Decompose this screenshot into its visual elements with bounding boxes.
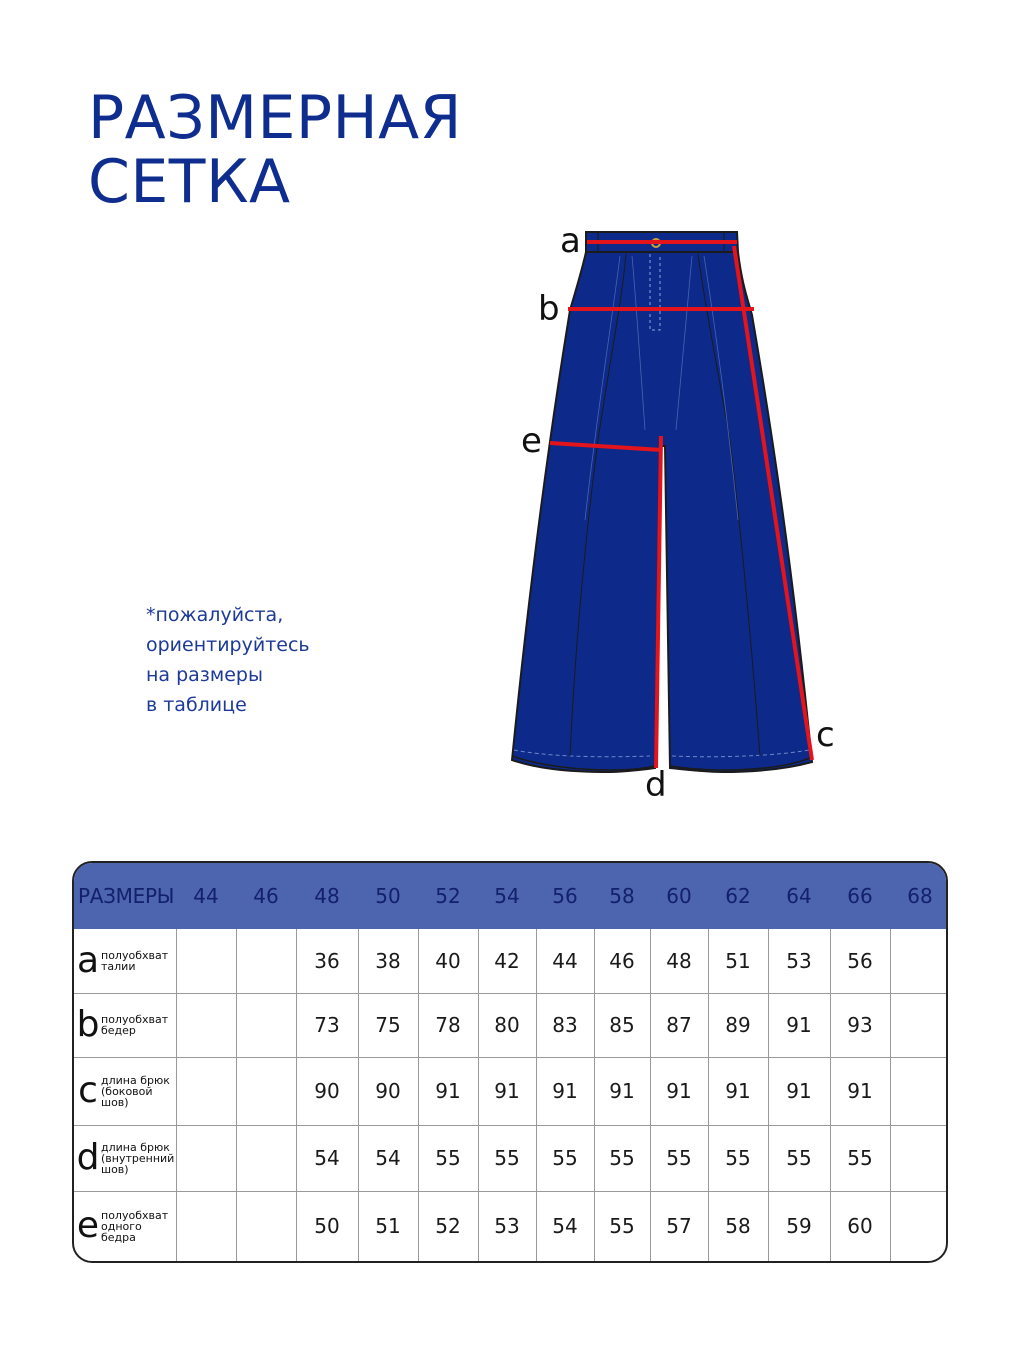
note-line-2: ориентируйтесь — [146, 634, 310, 656]
table-cell — [236, 1125, 296, 1191]
table-cell: 42 — [478, 929, 536, 993]
table-cell: 55 — [536, 1125, 594, 1191]
row-description-line: (внутренний — [101, 1151, 175, 1165]
row-description-line: полуобхват — [101, 1208, 169, 1222]
table-cell — [890, 1125, 948, 1191]
row-header-a — [74, 929, 176, 993]
sizes-header-label: РАЗМЕРЫ — [78, 884, 175, 908]
row-description — [101, 1142, 174, 1175]
row-description-line: полуобхват — [101, 1013, 169, 1026]
page-title — [88, 83, 462, 217]
row-description-line: длина брюк — [101, 1073, 170, 1087]
table-cell: 91 — [536, 1057, 594, 1125]
table-cell: 51 — [708, 929, 768, 993]
table-cell: 55 — [594, 1125, 650, 1191]
size-note — [146, 600, 386, 720]
size-54: 54 — [494, 884, 520, 908]
table-cell: 91 — [650, 1057, 708, 1125]
size-50: 50 — [375, 884, 401, 908]
table-cell: 55 — [418, 1125, 478, 1191]
size-68: 68 — [907, 884, 933, 908]
table-cell: 91 — [594, 1057, 650, 1125]
table-cell — [890, 1191, 948, 1261]
row-header-e — [74, 1191, 176, 1261]
size-table-body — [74, 929, 948, 1261]
row-description — [101, 1210, 168, 1243]
table-cell: 90 — [358, 1057, 418, 1125]
row-description-line: шов) — [101, 1162, 129, 1176]
trousers-diagram — [500, 220, 860, 810]
note-line-3: на размеры — [146, 664, 263, 686]
label-e: e — [521, 421, 542, 461]
table-cell: 53 — [768, 929, 830, 993]
size-60: 60 — [666, 884, 692, 908]
table-cell: 89 — [708, 993, 768, 1057]
table-cell: 60 — [830, 1191, 890, 1261]
size-table — [72, 861, 948, 1263]
table-cell — [890, 1057, 948, 1125]
table-cell: 80 — [478, 993, 536, 1057]
table-cell: 90 — [296, 1057, 358, 1125]
row-header-b — [74, 993, 176, 1057]
table-cell: 55 — [478, 1125, 536, 1191]
table-row — [74, 993, 948, 1057]
table-cell — [890, 993, 948, 1057]
table-cell: 50 — [296, 1191, 358, 1261]
table-row — [74, 1191, 948, 1261]
table-row — [74, 1125, 948, 1191]
table-cell: 55 — [594, 1191, 650, 1261]
table-cell: 59 — [768, 1191, 830, 1261]
table-cell: 91 — [708, 1057, 768, 1125]
row-header-d — [74, 1125, 176, 1191]
row-description-line: шов) — [101, 1095, 129, 1109]
table-cell: 57 — [650, 1191, 708, 1261]
table-cell: 54 — [358, 1125, 418, 1191]
table-cell: 83 — [536, 993, 594, 1057]
table-cell: 58 — [708, 1191, 768, 1261]
label-a: a — [560, 221, 581, 261]
size-62: 62 — [725, 884, 751, 908]
row-description — [101, 950, 168, 972]
row-letter: d — [76, 1137, 100, 1178]
row-letter: c — [78, 1070, 98, 1111]
title-line-1: РАЗМЕРНАЯ — [88, 83, 462, 153]
size-48: 48 — [314, 884, 340, 908]
table-cell — [236, 929, 296, 993]
size-52: 52 — [435, 884, 461, 908]
row-description-line: полуобхват — [101, 948, 169, 962]
table-cell: 48 — [650, 929, 708, 993]
table-cell: 51 — [358, 1191, 418, 1261]
table-cell: 38 — [358, 929, 418, 993]
table-cell — [176, 929, 236, 993]
table-cell: 85 — [594, 993, 650, 1057]
row-description-line: бедра — [101, 1230, 136, 1244]
table-cell: 55 — [830, 1125, 890, 1191]
row-description-line: талии — [101, 959, 136, 973]
table-cell — [236, 1057, 296, 1125]
size-64: 64 — [786, 884, 812, 908]
label-b: b — [538, 289, 560, 329]
label-c: c — [816, 715, 835, 755]
table-cell — [176, 993, 236, 1057]
table-cell: 44 — [536, 929, 594, 993]
table-cell: 54 — [296, 1125, 358, 1191]
table-cell: 87 — [650, 993, 708, 1057]
table-row — [74, 1057, 948, 1125]
table-cell: 75 — [358, 993, 418, 1057]
table-cell — [236, 993, 296, 1057]
table-row — [74, 929, 948, 993]
table-cell — [176, 1057, 236, 1125]
row-description-line: длина брюк — [101, 1140, 170, 1154]
size-58: 58 — [609, 884, 635, 908]
table-cell: 55 — [650, 1125, 708, 1191]
table-cell — [176, 1191, 236, 1261]
size-44: 44 — [193, 884, 219, 908]
table-cell: 91 — [478, 1057, 536, 1125]
row-description-line: бедер — [101, 1024, 136, 1037]
table-cell: 91 — [830, 1057, 890, 1125]
row-header-c — [74, 1057, 176, 1125]
row-letter: a — [76, 939, 100, 981]
row-description-line: (боковой — [101, 1084, 153, 1098]
label-d: d — [645, 765, 667, 805]
table-cell — [176, 1125, 236, 1191]
note-line-4: в таблице — [146, 694, 247, 716]
table-cell: 56 — [830, 929, 890, 993]
table-cell: 73 — [296, 993, 358, 1057]
table-cell: 91 — [768, 993, 830, 1057]
table-cell: 93 — [830, 993, 890, 1057]
row-letter: e — [76, 1205, 100, 1247]
table-cell: 40 — [418, 929, 478, 993]
table-cell: 55 — [708, 1125, 768, 1191]
row-description — [101, 1014, 168, 1036]
row-description-line: одного — [101, 1219, 142, 1233]
table-cell — [890, 929, 948, 993]
size-46: 46 — [253, 884, 279, 908]
table-cell: 46 — [594, 929, 650, 993]
size-66: 66 — [847, 884, 873, 908]
note-line-1: *пожалуйста, — [146, 604, 284, 626]
size-56: 56 — [552, 884, 578, 908]
table-cell: 53 — [478, 1191, 536, 1261]
table-cell: 36 — [296, 929, 358, 993]
table-cell — [236, 1191, 296, 1261]
table-cell: 78 — [418, 993, 478, 1057]
table-cell: 55 — [768, 1125, 830, 1191]
row-letter: b — [76, 1004, 100, 1045]
size-header-row — [74, 863, 948, 929]
table-cell: 54 — [536, 1191, 594, 1261]
table-cell: 91 — [768, 1057, 830, 1125]
row-description — [101, 1075, 170, 1108]
table-cell: 52 — [418, 1191, 478, 1261]
table-cell: 91 — [418, 1057, 478, 1125]
trousers-body — [512, 252, 812, 772]
title-line-2: СЕТКА — [88, 147, 291, 217]
